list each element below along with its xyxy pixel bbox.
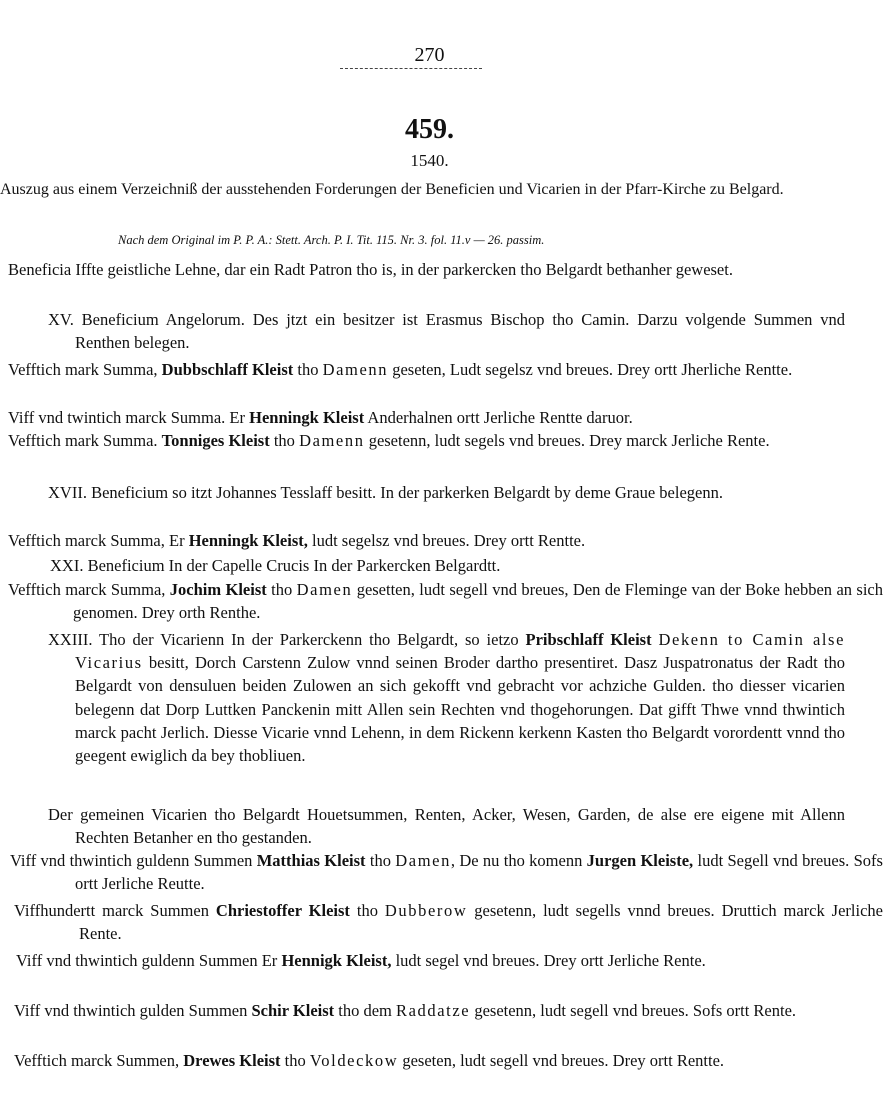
person-name: Henningk Kleist, [188,531,308,550]
entry-text: Vefftich mark Summa, [8,360,162,379]
source-note: Nach dem Original im P. P. A.: Stett. Arch. P. I. Tit. 115. Nr. 3. fol. 11.v — 26. passim. [118,233,545,247]
person-name: Tonniges Kleist [161,431,270,450]
paragraph-text: Der gemeinen Vicarien tho Belgardt Houetsummen, Renten, Acker, Wesen, Garden, de alse ere eigene mit Allenn Rechten Betanher en tho gestanden. [48,805,845,848]
entry-text [652,630,659,649]
entry-text: geseten, Ludt segelsz vnd breues. Drey ortt Jherliche Rentte. [388,360,793,379]
entry-text: Vefftich marck Summa, [8,580,170,599]
person-name: Matthias Kleist [256,851,366,870]
entry-chriestoffer-kleist [14,899,883,945]
person-name: Jochim Kleist [169,580,267,599]
paragraph-text: Beneficia Iffte geistliche Lehne, dar ein Radt Patron tho is, in der parkercken tho Belgardt bethanher geweset. [8,260,733,279]
entry-text: gesetenn, ludt segells vnnd breues. Druttich marck Jerliche Rente. [79,901,883,944]
place-name: Damenn [322,360,389,379]
place-name: Damenn [299,431,365,450]
entry-text: tho [365,851,396,870]
entry-text: gesetenn, ludt segels vnd breues. Drey marck Jerliche Rente. [364,431,770,450]
entry-drewes-kleist [14,1049,883,1072]
place-name: Dekenn to Camin alse Vicarius [75,630,846,673]
entry-text: Viff vnd thwintich gulden Summen [14,1001,252,1020]
entry-jochim-kleist [8,578,883,624]
place-name: Damen [395,851,451,870]
page-number: 270 [414,44,445,66]
entry-text: XXIII. Tho der Vicarienn In der Parkerckenn tho Belgardt, so ietzo [48,630,526,649]
entry-text: gesetten, ludt segell vnd breues, Den de Fleminge van der Boke hebben an sich genomen. Drey orth Renthe. [73,580,883,623]
person-name: Schir Kleist [251,1001,335,1020]
person-name: Henningk Kleist [249,408,365,427]
entry-text: besitt, Dorch Carstenn Zulow vnnd seinen Broder dartho presentiret. Dasz Juspatronatus der Radt tho Belgardt von densuluen beiden Zulowen an sich gekofft vnd gebracht vor achziche Gulden. tho diesser vicarien belegenn dat Dorp Luttken Panckenin mitt Allen sein Rechten vnd thogehorungen. Dat gifft Thwe vnnd thwintich marck pacht Jerlich. Diesse Vicarie vnnd Lehenn, in dem Rickenn kerkenn Kasten tho Belgardt vorordentt vnnd tho geegent ewiglich da bey thobliuen. [75,653,845,766]
entry-text: Vefftich marck Summen, [14,1051,184,1070]
entry-text: geseten, ludt segell vnd breues. Drey ortt Rentte. [398,1051,725,1070]
entry-text: tho dem [334,1001,397,1020]
entry-text: Vefftich marck Summa, Er [8,531,189,550]
person-name: Dubbschlaff Kleist [161,360,294,379]
person-name: Jurgen Kleiste, [586,851,694,870]
place-name: Raddatze [396,1001,471,1020]
entry-text: gesetenn, ludt segell vnd breues. Sofs ortt Rente. [470,1001,797,1020]
paragraph-xxi [50,554,818,577]
paragraph-xvii [48,481,845,504]
entry-dubbschlaff-kleist [8,358,883,381]
document-number: 459. [405,114,454,145]
header-rule [340,68,482,69]
entry-text: Viff vnd thwintich guldenn Summen Er [16,951,282,970]
entry-henningk-kleist [8,406,883,429]
paragraph-xxiii [48,628,845,767]
person-name: Drewes Kleist [183,1051,281,1070]
entry-text: tho [269,431,300,450]
person-name: Chriestoffer Kleist [215,901,350,920]
paragraph-text: XV. Beneficium Angelorum. Des jtzt ein besitzer ist Erasmus Bischop tho Camin. Darzu volgende Summen vnd Renthen belegen. [48,310,845,353]
person-name: Hennigk Kleist, [281,951,392,970]
entry-text: Viffhundertt marck Summen [14,901,216,920]
paragraph-text: XXI. Beneficium In der Capelle Crucis In der Parkercken Belgardtt. [50,556,501,575]
document-year: 1540. [410,151,449,170]
paragraph-text: XVII. Beneficium so itzt Johannes Tesslaff besitt. In der parkerken Belgardt by deme Graue belegenn. [48,483,723,502]
place-name: Voldeckow [309,1051,399,1070]
paragraph-beneficia [8,258,883,281]
entry-text: Anderhalnen ortt Jerliche Rentte daruor. [364,408,633,427]
entry-tonniges-kleist [8,429,883,452]
regest [0,178,883,201]
paragraph-xv [48,308,845,354]
place-name: Damen [296,580,353,599]
entry-text: Viff vnd thwintich guldenn Summen [10,851,257,870]
entry-henningk-kleist-2 [8,529,883,552]
entry-text: tho [280,1051,310,1070]
paragraph-gemeinen-vicarien [48,803,845,849]
entry-text: ludt segelsz vnd breues. Drey ortt Rentte. [307,531,586,550]
entry-matthias-kleist [10,849,883,895]
entry-text: tho [349,901,385,920]
person-name: Pribschlaff Kleist [525,630,652,649]
entry-text: ludt segel vnd breues. Drey ortt Jerliche Rente. [391,951,706,970]
place-name: Dubberow [384,901,468,920]
entry-text: ludt Segell vnd breues. Sofs ortt Jerliche Reutte. [75,851,883,894]
regest-text: Auszug aus einem Verzeichniß der ausstehenden Forderungen der Beneficien und Vicarien in der Pfarr-Kirche zu Belgard. [0,181,784,198]
entry-text: , De nu tho komenn [450,851,587,870]
entry-text: tho [293,360,323,379]
entry-text: Vefftich mark Summa. [8,431,162,450]
entry-text: Viff vnd twintich marck Summa. Er [8,408,250,427]
entry-schir-kleist [14,999,883,1022]
entry-text: tho [266,580,297,599]
entry-hennigk-kleist [16,949,883,972]
